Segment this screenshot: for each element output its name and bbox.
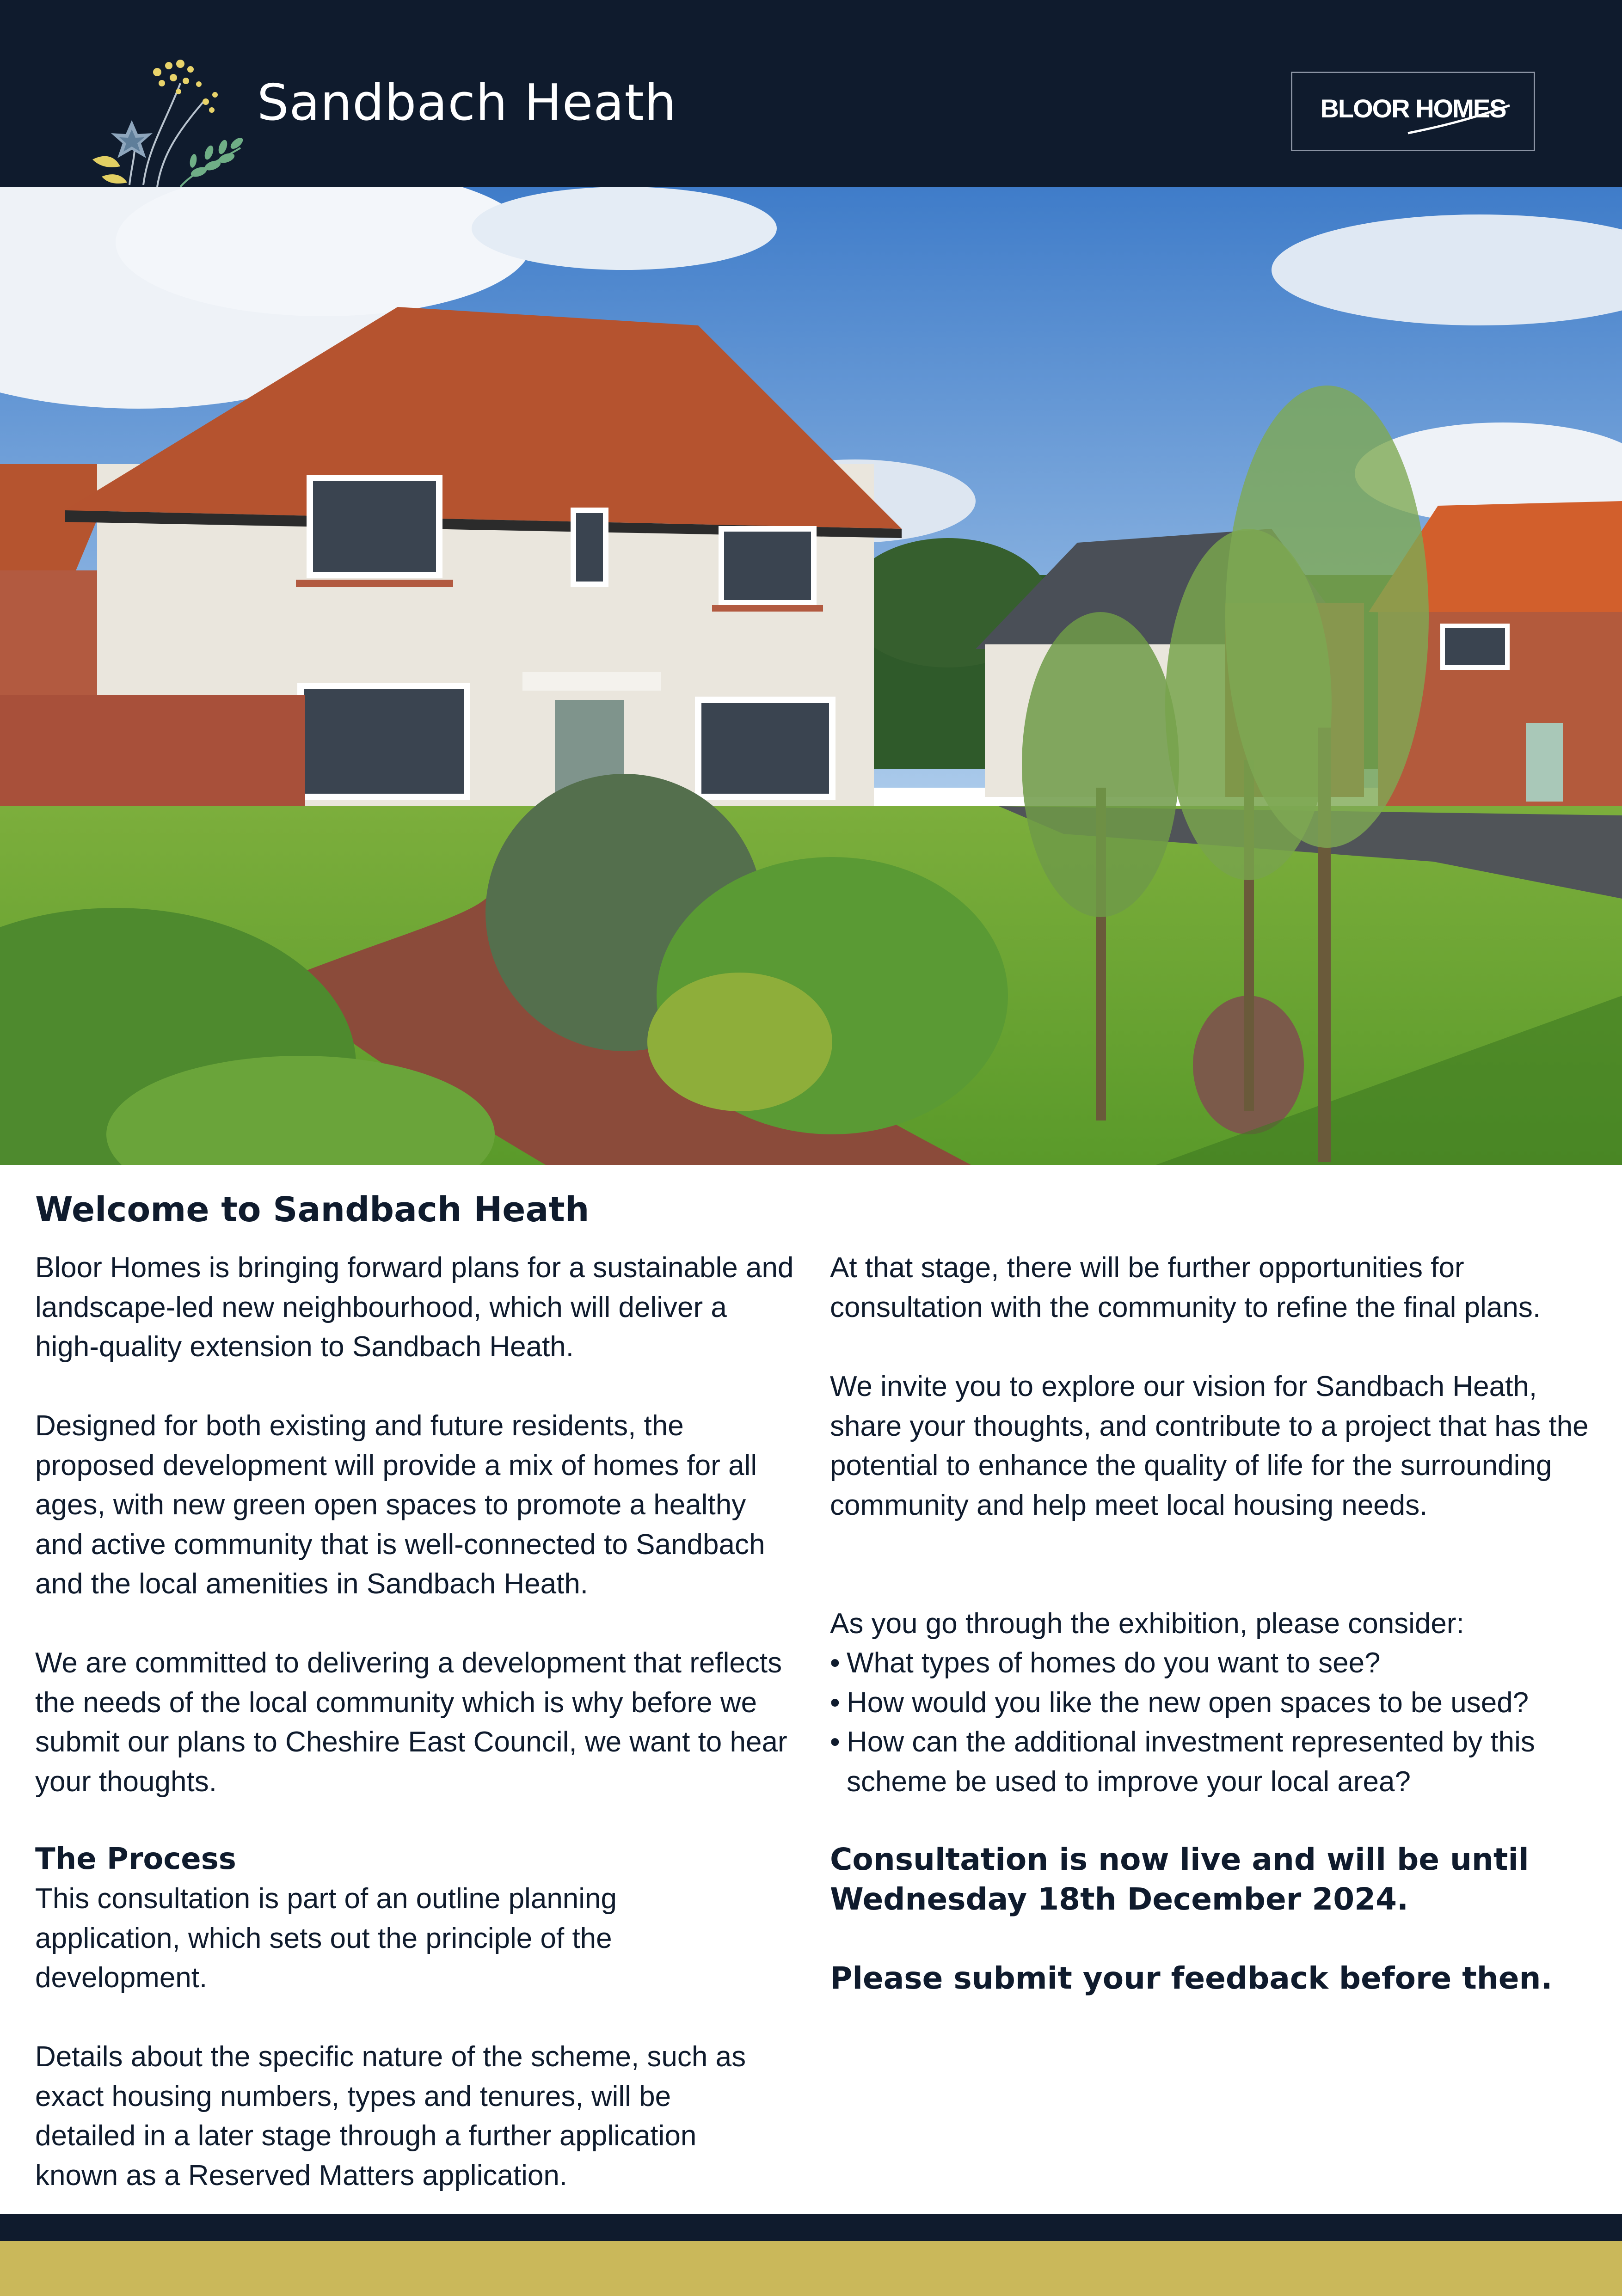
list-item: • How can the additional investment represented by this scheme be used to improve your local area? (830, 1722, 1588, 1801)
floral-logo-icon (88, 55, 282, 187)
list-item: • How would you like the new open spaces to be used? (830, 1683, 1588, 1723)
welcome-heading: Welcome to Sandbach Heath (35, 1190, 590, 1230)
welcome-paragraph-3: We are committed to delivering a development that reflects the needs of the local community which is why before we submit our plans to Cheshire East Council, we want to hear your thoughts. (35, 1647, 787, 1798)
right-paragraph-1: At that stage, there will be further opportunities for consultation with the community to refine the final plans. (830, 1252, 1541, 1323)
house-photo-illustration (0, 187, 1622, 1165)
footer-gold-band (0, 2241, 1622, 2296)
list-item: • What types of homes do you want to see? (830, 1643, 1588, 1683)
deadline-text: Consultation is now live and will be until Wednesday 18th December 2024. (830, 1842, 1529, 1917)
page-title: Sandbach Heath (257, 74, 677, 132)
bloor-homes-logo (1291, 72, 1535, 151)
question-list (830, 1643, 1588, 1801)
feedback-cta: Please submit your feedback before then. (830, 1960, 1553, 1996)
process-paragraph-1: This consultation is part of an outline planning application, which sets out the principle of the development. (35, 1883, 617, 1994)
right-paragraph-2: We invite you to explore our vision for Sandbach Heath, share your thoughts, and contribute to a project that has the potential to enhance the quality of life for the surrounding community and help meet local housing needs. (830, 1371, 1589, 1521)
process-heading: The Process (35, 1842, 236, 1876)
footer-navy-band (0, 2214, 1622, 2241)
welcome-paragraph-1: Bloor Homes is bringing forward plans for a sustainable and landscape-led new neighbourhood, which will deliver a high-quality extension to Sandbach Heath. (35, 1252, 794, 1363)
consider-intro: As you go through the exhibition, please consider: (830, 1608, 1464, 1640)
welcome-paragraph-2: Designed for both existing and future residents, the proposed development will provide a mix of homes for all ages, with new green open spaces to promote a healthy and active community that is well-connected to Sandbach and the local amenities in Sandbach Heath. (35, 1410, 765, 1600)
content-area (0, 1165, 1622, 2214)
process-paragraph-2: Details about the specific nature of the scheme, such as exact housing numbers, types and tenures, will be detailed in a later stage through a further application known as a Reserved Matters application. (35, 2041, 746, 2192)
bloor-homes-logo-text: BLOOR HOMES (1320, 94, 1506, 123)
header-bar (0, 0, 1622, 187)
